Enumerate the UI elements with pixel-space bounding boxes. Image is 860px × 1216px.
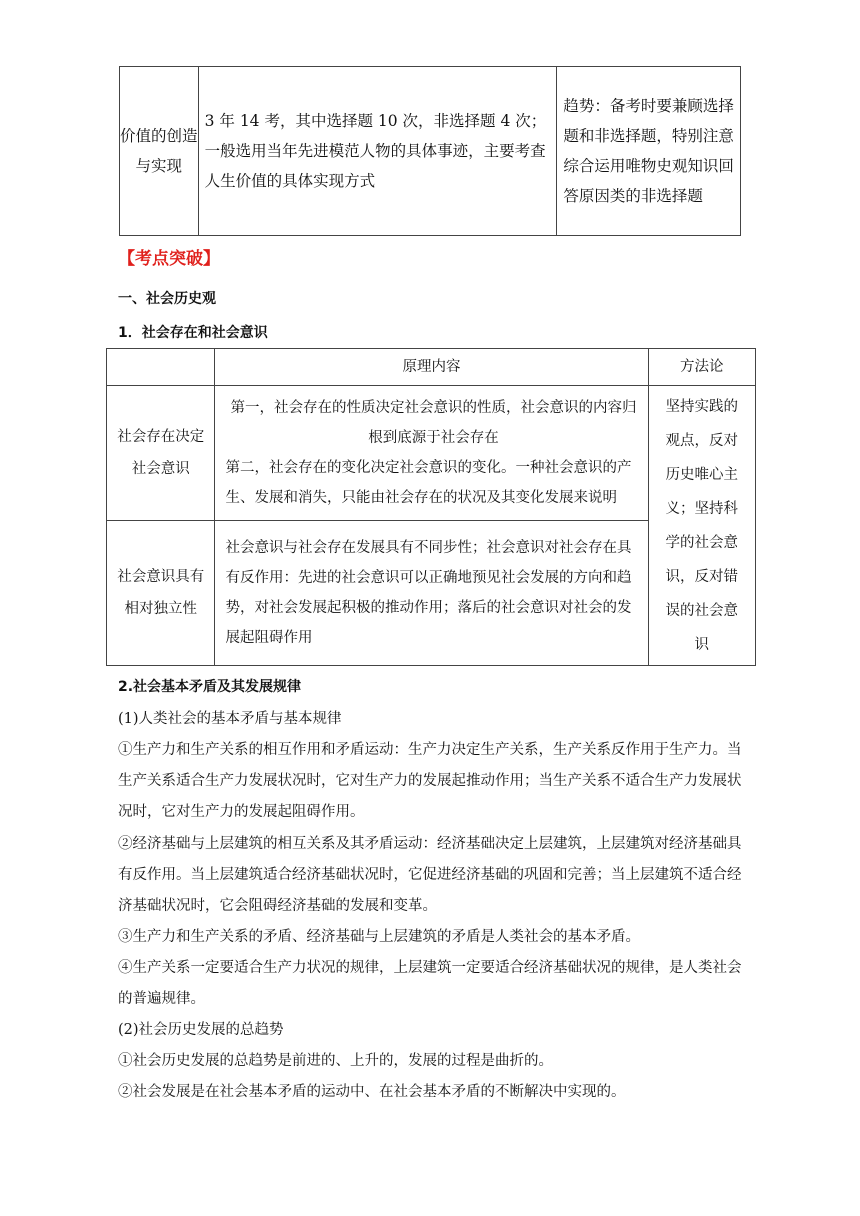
paragraph: ③生产力和生产关系的矛盾、经济基础与上层建筑的矛盾是人类社会的基本矛盾。 (118, 929, 640, 945)
header-method: 方法论 (648, 349, 755, 386)
table-header-row (107, 349, 756, 386)
heading-existence-consciousness: 1．社会存在和社会意识 (118, 325, 268, 341)
row1-point1: 第一，社会存在的性质决定社会意识的性质，社会意识的内容归根到底源于社会存在 (230, 400, 637, 446)
row1-point2: 第二，社会存在的变化决定社会意识的变化。一种社会意识的产生、发展和消失，只能由社会存在的状况及其变化发展来说明 (225, 460, 632, 506)
paragraph: ①社会历史发展的总趋势是前进的、上升的，发展的过程是曲折的。 (118, 1053, 553, 1069)
table-row (120, 67, 741, 236)
paragraph: ①生产力和生产关系的相互作用和矛盾运动：生产力决定生产关系，生产关系反作用于生产力。当生产关系适合生产力发展状况时，它对生产力的发展起推动作用；当生产关系不适合生产力发展状况时，它对生产力的发展起阻碍作用。 (118, 742, 742, 820)
row2-content: 社会意识与社会存在发展具有不同步性；社会意识对社会存在具有反作用：先进的社会意识可以正确地预见社会发展的方向和趋势，对社会发展起积极的推动作用；落后的社会意识对社会的发展起阻碍作用 (215, 521, 648, 666)
paragraph: ②经济基础与上层建筑的相互关系及其矛盾运动：经济基础决定上层建筑，上层建筑对经济基础具有反作用。当上层建筑适合经济基础状况时，它促进经济基础的巩固和完善；当上层建筑不适合经济基础状况时，它会阻碍经济基础的发展和变革。 (118, 836, 742, 914)
header-principle: 原理内容 (215, 349, 648, 386)
heading-basic-contradiction: 2.社会基本矛盾及其发展规律 (118, 679, 302, 695)
row1-label: 社会存在决定社会意识 (107, 386, 215, 521)
section-title: 【考点突破】 (118, 249, 220, 269)
paragraph: ④生产关系一定要适合生产力状况的规律，上层建筑一定要适合经济基础状况的规律，是人类社会的普遍规律。 (118, 960, 742, 1007)
row1-content (215, 386, 648, 521)
method-cell: 坚持实践的观点，反对历史唯心主义；坚持科学的社会意识，反对错误的社会意识 (648, 386, 755, 666)
exam-frequency-cell: 3 年 14 考，其中选择题 10 次，非选择题 4 次；一般选用当年先进模范人物的具体事迹，主要考查人生价值的具体实现方式 (198, 67, 557, 236)
table-row (107, 386, 756, 521)
exam-analysis-table (119, 66, 741, 236)
paragraph: (2)社会历史发展的总趋势 (118, 1022, 284, 1038)
heading-social-history: 一、社会历史观 (118, 291, 216, 307)
principle-table (106, 348, 756, 666)
row2-label: 社会意识具有相对独立性 (107, 521, 215, 666)
trend-cell: 趋势：备考时要兼顾选择题和非选择题，特别注意综合运用唯物史观知识回答原因类的非选择题 (557, 67, 741, 236)
header-empty-cell (107, 349, 215, 386)
row-header-cell: 价值的创造与实现 (120, 67, 199, 236)
paragraph: ②社会发展是在社会基本矛盾的运动中、在社会基本矛盾的不断解决中实现的。 (118, 1084, 626, 1100)
paragraph: (1)人类社会的基本矛盾与基本规律 (118, 711, 342, 727)
